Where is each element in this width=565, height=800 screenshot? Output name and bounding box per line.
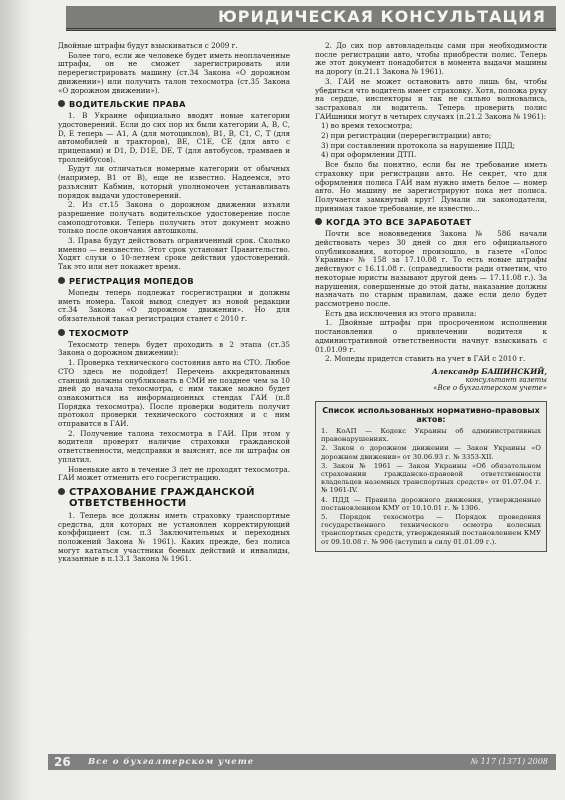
paragraph: Техосмотр теперь будет проходить в 2 этапа (ст.35 Закона о дорожном движении): <box>58 339 290 358</box>
bullet-icon <box>315 218 322 225</box>
bullet-icon <box>58 100 65 107</box>
paragraph: Новенькие авто в течение 3 лет не проходят техосмотра. ГАИ может отменить его госрегистрацию. <box>58 464 290 483</box>
paragraph: 2. Получение талона техосмотра в ГАИ. При этом у водителя проверят наличие страховки гражданской ответственности, медсправки и выяснят, все ли штрафы он уплатил. <box>58 428 290 464</box>
paragraph: Более того, если же человеке будет иметь неоплаченные штрафы, он не сможет зарегистрировать или перерегистрировать машину (ст.34 Закона «О дорожном движении») или получить талон техосмотра (ст.35 Закона «О дорожном движении»). <box>58 50 290 95</box>
bullet-icon <box>58 277 65 284</box>
legal-act-item: 5. Порядок техосмотра — Порядок проведения государственного технического осмотра колесных транспортных средств, утвержденный постановлением КМУ от 09.10.08 г. № 906 (вступил в силу 01.01.09 г.). <box>321 512 541 546</box>
legal-act-item: 2. Закон о дорожном движении — Закон Украины «О дорожном движении» от 30.06.93 г. № 3353-XII. <box>321 444 541 461</box>
paragraph: Будут ли отличаться номерные категории от обычных (например, В1 от В), еще не известно. Надеемся, это разъяснит Кабмин, который уполномочен устанавливать порядок выдачи удостоверений. <box>58 164 290 200</box>
author-paper: «Все о бухгалтерском учете» <box>433 384 547 393</box>
paragraph: 3. ГАИ не может остановить авто лишь бы, чтобы убедиться что водитель имеет страховку. Хотя, положа руку на сердце, инспекторы и так не сильно волновались, застраховал ли водитель. Теперь проверить полис ГАИшники могут в четырех случаях (п.21.2 Закона № 1961): <box>315 76 547 121</box>
scan-shadow <box>0 0 30 800</box>
paragraph: Есть два исключения из этого правила: <box>325 308 477 318</box>
bullet-icon <box>58 329 65 336</box>
section-heading: РЕГИСТРАЦИЯ МОПЕДОВ <box>58 276 290 286</box>
paragraph: 2. Из ст.15 Закона о дорожном движении изъяли разрешение получать водительское удостоверение после самоподготовки. Теперь получить этот документ можно только после окончания автошколы. <box>58 200 290 236</box>
paragraph: Почти все нововведения Закона № 586 начали действовать через 30 дней со дня его официального опубликования, которое произошло, в газете «Голос Украины» № 158 за 17.10.08 г. То есть новые штрафы действуют с 16.11.08 г. (справедливости ради отметим, что некоторые юристы называют другой день — 17.11.08 г.). За нарушения, совершенные до этой даты, наказание должны назначать по старым правилам, даже если дело будет рассмотрено после. <box>315 229 547 308</box>
author-role: консультант газеты <box>465 375 547 384</box>
paragraph: Все было бы понятно, если бы не требование иметь страховку при регистрации авто. Не секрет, что для оформления полиса ГАИ нам нужно иметь белое — номер авто. Но машину не зарегистрируют пока нет полиса. Получается замкнутый круг! Думали ли законодатели, принимая такое требование, не известно... <box>315 160 547 213</box>
legal-act-item: 1. КоАП — Кодекс Украины об административных правонарушениях. <box>321 426 541 444</box>
paragraph: 2. До сих пор автовладельцы сами при необходимости после регистрации авто, чтобы приобрести полис. Теперь же этот документ понадобится в момента выдачи машины на дорогу (п.21.1 Закона № 1961). <box>315 42 547 77</box>
paragraph: 3. Права будут действовать ограниченный срок. Сколько именно — неизвестно. Этот срок установит Правительство. Ходят слухи о 10-летнем сроке действия удостоверений. Так это или нет покажет время. <box>58 236 290 272</box>
paragraph: Мопеды теперь подлежат госрегистрации и должны иметь номера. Такой вывод следует из новой редакции ст.34 Закона «О дорожном движении». Но для обязательной такая регистрация станет с 2010 г. <box>58 287 290 323</box>
section-heading: КОГДА ЭТО ВСЕ ЗАРАБОТАЕТ <box>315 217 547 227</box>
list-item: 4) при оформлении ДТП. <box>321 150 417 160</box>
section-heading: СТРАХОВАНИЕ ГРАЖДАНСКОЙ ОТВЕТСТВЕННОСТИ <box>58 487 290 509</box>
bullet-icon <box>58 488 65 495</box>
right-column <box>315 42 547 747</box>
paragraph: Двойные штрафы будут взыскиваться с 2009 г. <box>58 42 238 50</box>
magazine-name: Все о бухгалтерском учете <box>88 757 255 767</box>
list-item: 1) во время техосмотра; <box>321 121 413 131</box>
legal-acts-box <box>315 401 547 552</box>
paragraph: 1. Теперь все должны иметь страховку транспортные средства, для которых не установлен корректирующий коэффициент (см. п.3 Заключительных и переходных положений Закона № 1961). Каких прежде, без полиса могут кататься участники боевых действий и инвалиды, указанные в п.13.1 Закона № 1961. <box>58 510 290 564</box>
legal-act-item: 3. Закон № 1961 — Закон Украины «Об обязательном страховании гражданско-правовой ответственности владельцев наземных транспортных средств» от 01.07.04 г. № 1961-IV. <box>321 461 541 495</box>
section-heading: ТЕХОСМОТР <box>58 328 290 338</box>
issue-number: № 117 (1371) 2008 <box>470 757 548 766</box>
legal-act-item: 4. ПДД — Правила дорожного движения, утвержденные постановлением КМУ от 10.10.01 г. № 1306. <box>321 495 541 512</box>
list-item: 2) при регистрации (перерегистрации) авто; <box>321 131 492 141</box>
paragraph: 2. Мопеды придется ставить на учет в ГАИ с 2010 г. <box>325 354 526 364</box>
paragraph: 1. Проверка технического состояния авто на СТО. Любое СТО здесь не подойдет! Перечень аккредитованных станций должны опубликовать в СМИ не позднее чем за 10 дней до начала техосмотра, с ним также можно будет ознакомиться на информационных стендах ГАИ (п.8 Порядка техосмотра). После проверки водитель получит протокол проверки технического состояния и с ним отправится в ГАИ. <box>58 358 290 429</box>
left-column <box>58 42 290 747</box>
page-footer <box>48 754 556 770</box>
legal-acts-title: Список использованных нормативно-правовых актов: <box>322 405 540 424</box>
paragraph: 1. В Украине официально вводят новые категории удостоверений. Если до сих пор их были категории А, В, С, D, Е теперь — А1, А (для мотоциклов), В1, В, С1, С, Т (для автомобилей и тракторов), ВЕ, С1Е, СЕ (для авто с прицепами) и D1, D, D1E, DE, Т (для автобусов, трамваев и троллейбусов). <box>58 111 290 164</box>
section-heading: ВОДИТЕЛЬСКИЕ ПРАВА <box>58 99 290 109</box>
section-header-bar <box>66 6 556 31</box>
section-title: ЮРИДИЧЕСКАЯ КОНСУЛЬТАЦИЯ <box>218 7 546 26</box>
list-item: 3) при составлении протокола за нарушение ПДД; <box>321 140 516 150</box>
paragraph: 1. Двойные штрафы при просроченном исполнении постановления о привлечении водителя к административной ответственности начнут взыскивать с 01.01.09 г. <box>315 318 547 354</box>
page-number: 26 <box>54 755 71 769</box>
author-name: Александр БАШИНСКИЙ, <box>431 366 547 376</box>
